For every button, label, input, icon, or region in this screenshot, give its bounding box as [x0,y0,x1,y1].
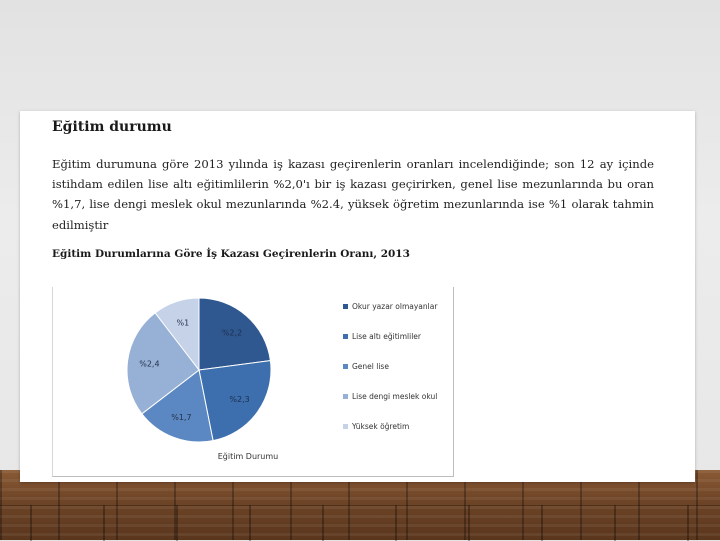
pie-slice-label: %2,2 [221,328,243,338]
legend-swatch [343,304,348,309]
legend-label: Lise altı eğitimliler [352,332,421,341]
pie-axis-label: Eğitim Durumu [217,452,279,461]
chart-title: Eğitim Durumlarına Göre İş Kazası Geçirenlerin Oranı, 2013 [52,248,410,260]
pie-slice-label: %2,4 [139,359,160,369]
pie-slice-label: %2,3 [229,395,250,405]
pie-slice-label: %1,7 [171,412,192,422]
pie-slice-label: %1 [176,318,190,328]
legend-swatch [343,334,348,339]
wooden-floor-planks [0,505,720,541]
legend-swatch [343,394,348,399]
body-paragraph: Eğitim durumuna göre 2013 yılında iş kazası geçirenlerin oranları incelendiğinde; son 12 ay içinde istihdam edilen lise altı eğitimlilerin %2,0'ı bir iş kazası geçirirken, genel lise mezunlarında bu oran %1,7, lise dengi meslek okul mezunlarında %2.4, yüksek öğretim mezunlarında ise %1 olarak tahmin edilmiştir [52,157,654,232]
pie-chart-container [52,287,454,477]
legend-label: Lise dengi meslek okul [352,392,438,401]
legend-label: Yüksek öğretim [352,422,410,431]
legend-swatch [343,424,348,429]
legend-label: Okur yazar olmayanlar [352,302,438,311]
legend-label: Genel lise [352,362,389,371]
slide-content [20,111,695,482]
legend-swatch [343,364,348,369]
section-heading: Eğitim durumu [52,119,172,135]
pie-chart [53,287,453,476]
